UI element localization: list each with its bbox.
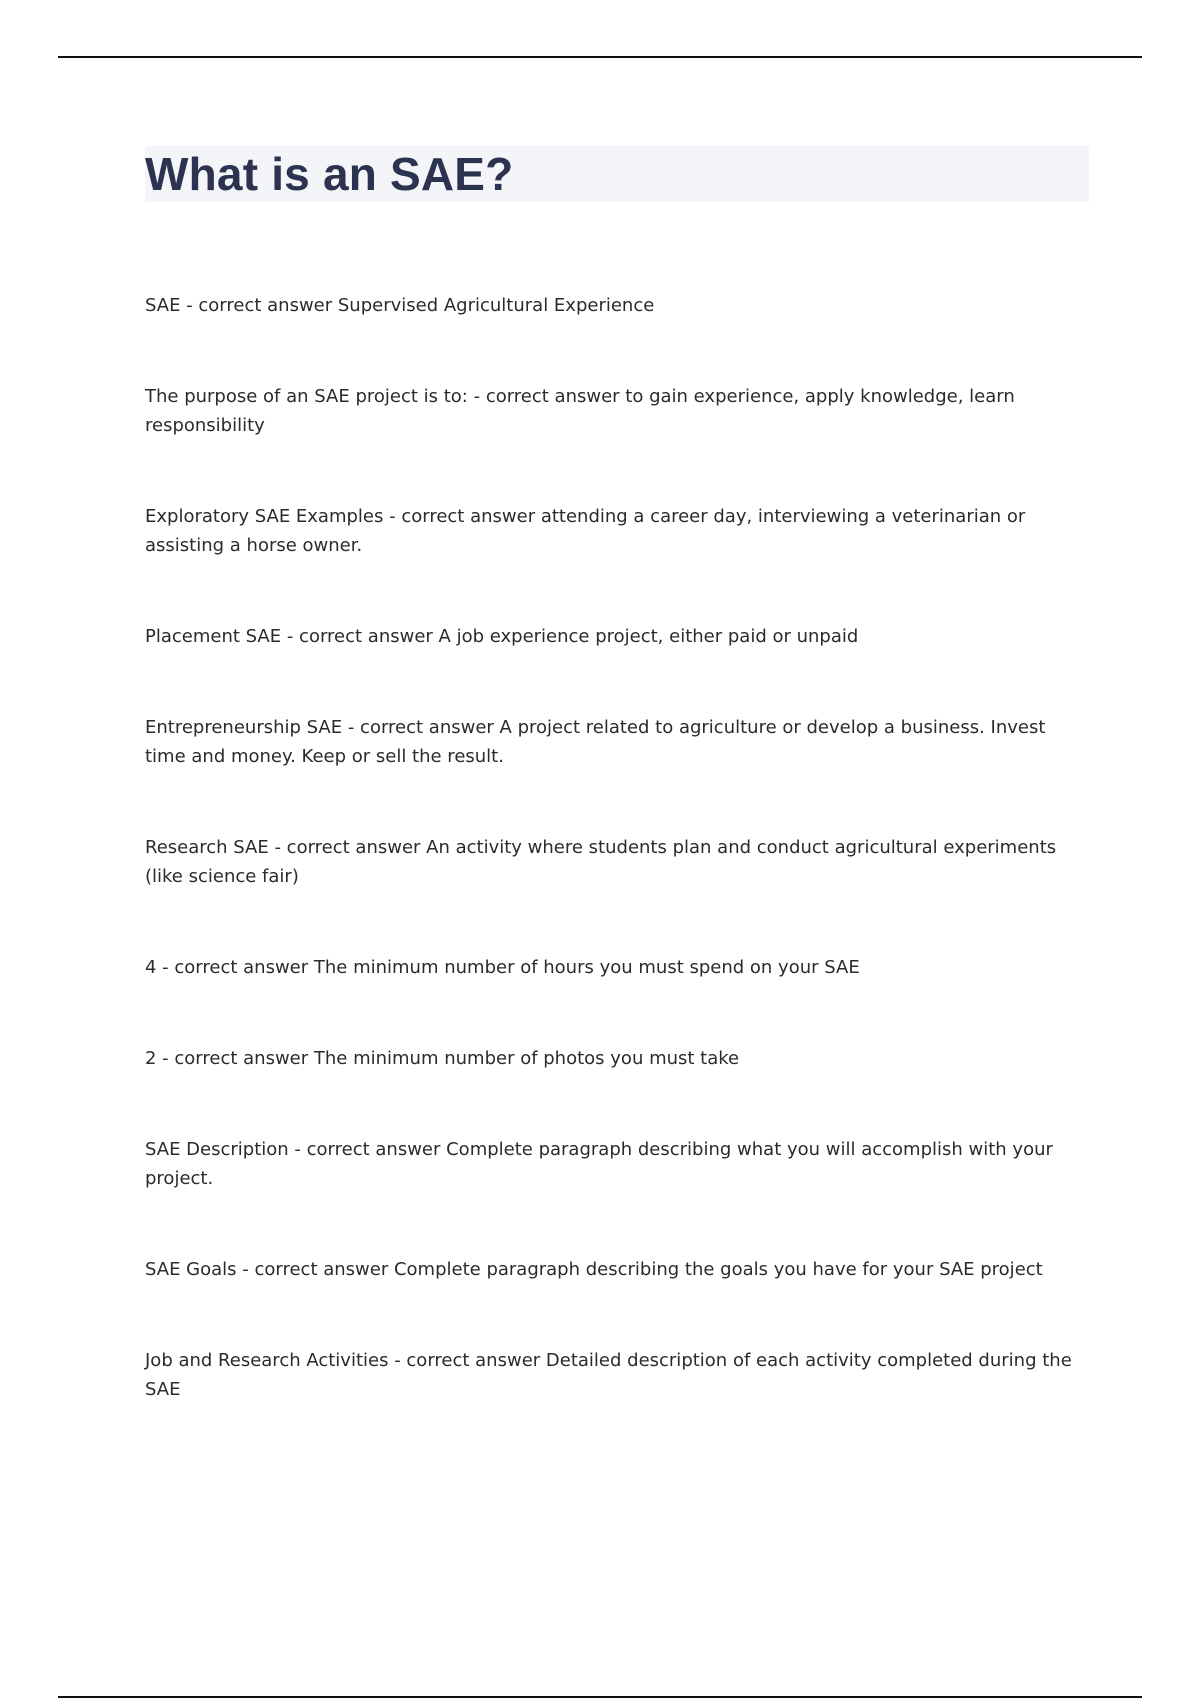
qa-separator: - correct answer <box>281 626 439 647</box>
qa-answer: Complete paragraph describing the goals you have for your SAE project <box>393 1259 1043 1280</box>
qa-item-placement <box>145 622 1089 651</box>
qa-separator: - correct answer <box>268 837 427 858</box>
qa-item-goals <box>145 1255 1089 1284</box>
qa-separator: - correct answer <box>180 295 338 316</box>
qa-term: Entrepreneurship SAE <box>145 717 343 738</box>
header-rule <box>58 56 1142 58</box>
qa-item-entrepreneurship <box>145 713 1089 771</box>
qa-answer: to gain experience, apply knowledge, learn responsibility <box>145 386 1015 436</box>
page-title: What is an SAE? <box>145 148 514 200</box>
qa-item-photos <box>145 1044 1089 1073</box>
qa-separator: - correct answer <box>288 1139 447 1160</box>
title-block <box>145 146 1089 202</box>
qa-term: Placement SAE <box>145 626 282 647</box>
qa-item-description <box>145 1135 1089 1193</box>
qa-item-exploratory <box>145 502 1089 560</box>
qa-separator: - correct answer <box>156 957 314 978</box>
qa-item-purpose <box>145 382 1089 440</box>
qa-item-activities <box>145 1346 1089 1404</box>
qa-answer: A project related to agriculture or develop a business. Invest time and money. Keep or sell the result. <box>145 717 1046 767</box>
qa-term: SAE <box>145 295 181 316</box>
qa-answer: The minimum number of photos you must take <box>313 1048 740 1069</box>
qa-separator: - correct answer <box>388 1350 546 1371</box>
qa-separator: - correct answer <box>156 1048 314 1069</box>
qa-term: The purpose of an SAE project is to: <box>145 386 468 407</box>
qa-item-sae <box>145 291 1089 320</box>
footer-rule <box>58 1696 1142 1698</box>
qa-answer: attending a career day, interviewing a veterinarian or assisting a horse owner. <box>145 506 1026 556</box>
qa-term: 4 <box>145 957 157 978</box>
qa-answer: The minimum number of hours you must spend on your SAE <box>313 957 860 978</box>
qa-term: Exploratory SAE Examples <box>145 506 384 527</box>
qa-separator: - correct answer <box>383 506 541 527</box>
qa-answer: An activity where students plan and conduct agricultural experiments (like science fair) <box>145 837 1057 887</box>
qa-separator: - correct answer <box>342 717 500 738</box>
qa-item-hours <box>145 953 1089 982</box>
qa-item-research <box>145 833 1089 891</box>
qa-term: Research SAE <box>145 837 269 858</box>
qa-separator: - correct answer <box>467 386 626 407</box>
qa-term: 2 <box>145 1048 157 1069</box>
qa-answer: Complete paragraph describing what you will accomplish with your project. <box>145 1139 1053 1189</box>
qa-term: Job and Research Activities <box>145 1350 389 1371</box>
qa-term: SAE Goals <box>145 1259 237 1280</box>
qa-answer: Supervised Agricultural Experience <box>337 295 655 316</box>
qa-term: SAE Description <box>145 1139 289 1160</box>
qa-answer: A job experience project, either paid or unpaid <box>438 626 859 647</box>
qa-answer: Detailed description of each activity completed during the SAE <box>145 1350 1072 1400</box>
qa-separator: - correct answer <box>236 1259 394 1280</box>
qa-list <box>145 291 1089 1404</box>
